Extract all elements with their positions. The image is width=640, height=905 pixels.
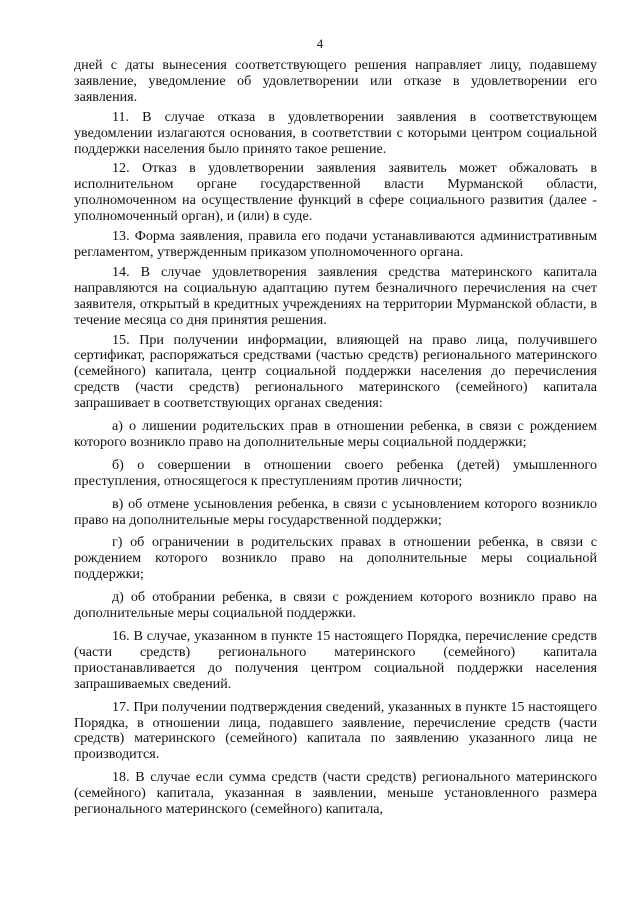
document-body [74,58,597,818]
paragraph-14: 14. В случае удовлетворения заявления средства материнского капитала направляются на социальную адаптацию путем безналичного перечисления на счет заявителя, открытый в кредитных учреждениях на территории Мурманской области, в течение месяца со дня принятия решения. [74,263,597,328]
subitem-v: в) об отмене усыновления ребенка, в связи с усыновлением которого возникло право на дополнительные меры государственной поддержки; [74,495,597,528]
paragraph-18: 18. В случае если сумма средств (части средств) регионального материнского (семейного) капитала, указанная в заявлении, меньше установленного размера регионального материнского (семейного) капитала, [74,769,597,818]
paragraph-12: 12. Отказ в удовлетворении заявления заявитель может обжаловать в исполнительном органе государственной власти Мурманской области, уполномоченном на осуществление функций в сфере социального развития (далее - уполномоченный орган), и (или) в суде. [74,160,597,225]
page-number: 4 [316,36,324,51]
subitem-d: д) об отобрании ребенка, в связи с рождением которого возникло право на дополнительные меры социальной поддержки. [74,589,597,622]
paragraph-11: 11. В случае отказа в удовлетворении заявления в соответствующем уведомлении излагаются основания, в соответствии с которыми центром социальной поддержки населения было принято такое решение. [74,108,597,157]
subitem-a: а) о лишении родительских прав в отношении ребенка, в связи с рождением которого возникло право на дополнительные меры социальной поддержки; [74,418,597,450]
paragraph-13: 13. Форма заявления, правила его подачи устанавливаются административным регламентом, утвержденным приказом уполномоченного органа. [74,228,597,260]
paragraph-17: 17. При получении подтверждения сведений, указанных в пункте 15 настоящего Порядка, в отношении лица, подавшего заявление, перечисление средств (части средств) материнского (семейного) капитала по заявлению указанного лица не производится. [74,698,597,763]
subitem-b: б) о совершении в отношении своего ребенка (детей) умышленного преступления, относящегося к преступлениям против личности; [74,456,597,489]
paragraph-continuation: дней с даты вынесения соответствующего решения направляет лицу, подавшему заявление, уведомление об удовлетворении или отказе в удовлетворении его заявления. [74,57,597,105]
paragraph-15: 15. При получении информации, влияющей на право лица, получившего сертификат, распоряжаться средствами (частью средств) регионального материнского (семейного) капитала, центр социальной поддержки населения до перечисления средств (части средств) регионального материнского (семейного) капитала запрашивает в соответствующих органах сведения: [74,331,597,412]
subitem-g: г) об ограничении в родительских правах в отношении ребенка, в связи с рождением которого возникло право на дополнительные меры социальной поддержки; [74,534,597,583]
paragraph-16: 16. В случае, указанном в пункте 15 настоящего Порядка, перечисление средств (части средств) регионального материнского (семейного) капитала приостанавливается до получения центром социальной поддержки населения запрашиваемых сведений. [74,628,597,692]
